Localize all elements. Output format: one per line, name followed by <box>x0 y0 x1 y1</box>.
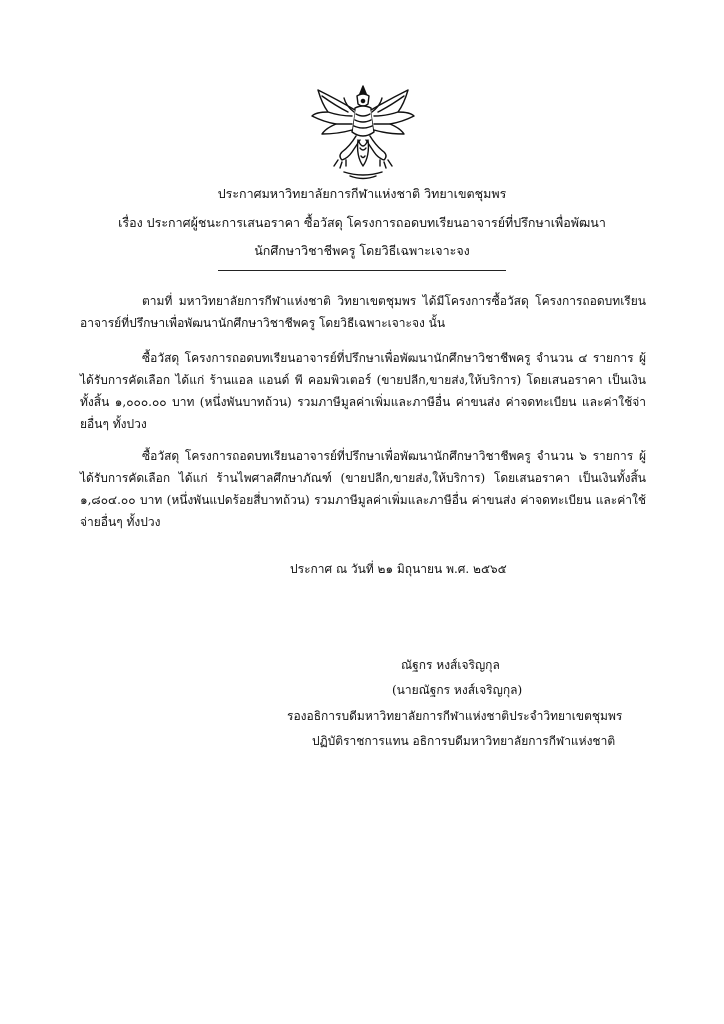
signature-signed-name: ณัฐกร หงส์เจริญกุล <box>401 658 500 672</box>
paragraph-intro: ตามที่ มหาวิทยาลัยการกีฬาแห่งชาติ วิทยาเขตชุมพร ได้มีโครงการซื้อวัสดุ โครงการถอดบทเรียนอาจารย์ที่ปรึกษาเพื่อพัฒนานักศึกษาวิชาชีพครู โดยวิธีเฉพาะเจาะจง นั้น <box>80 294 646 330</box>
paragraph-award-1: ซื้อวัสดุ โครงการถอดบทเรียนอาจารย์ที่ปรึกษาเพื่อพัฒนานักศึกษาวิชาชีพครู จำนวน ๔ รายการ ผู้ได้รับการคัดเลือก ได้แก่ ร้านแอล แอนด์ พี คอมพิวเตอร์ (ขายปลีก,ขายส่ง,ให้บริการ) โดยเสนอราคา เป็นเงินทั้งสิ้น ๑,๐๐๐.๐๐ บาท (หนึ่งพันบาทถ้วน) รวมภาษีมูลค่าเพิ่มและภาษีอื่น ค่าขนส่ง ค่าจดทะเบียน และค่าใช้จ่ายอื่นๆ ทั้งปวง <box>80 351 646 431</box>
announcement-title: ประกาศมหาวิทยาลัยการกีฬาแห่งชาติ วิทยาเขตชุมพร <box>217 186 507 201</box>
signature-full-name: (นายณัฐกร หงส์เจริญกุล) <box>392 683 523 697</box>
announcement-subject-cont: นักศึกษาวิชาชีพครู โดยวิธีเฉพาะเจาะจง <box>254 243 470 258</box>
header-divider <box>218 270 506 271</box>
signature-position-1: รองอธิการบดีมหาวิทยาลัยการกีฬาแห่งชาติประจำวิทยาเขตชุมพร <box>287 709 623 723</box>
garuda-emblem-icon <box>308 82 418 182</box>
announcement-subject: เรื่อง ประกาศผู้ชนะการเสนอราคา ซื้อวัสดุ โครงการถอดบทเรียนอาจารย์ที่ปรึกษาเพื่อพัฒนา <box>118 215 606 230</box>
paragraph-award-2: ซื้อวัสดุ โครงการถอดบทเรียนอาจารย์ที่ปรึกษาเพื่อพัฒนานักศึกษาวิชาชีพครู จำนวน ๖ รายการ ผู้ได้รับการคัดเลือก ได้แก่ ร้านไพศาลศึกษาภัณฑ์ (ขายปลีก,ขายส่ง,ให้บริการ) โดยเสนอราคา เป็นเงินทั้งสิ้น ๑,๘๐๔.๐๐ บาท (หนึ่งพันแปดร้อยสี่บาทถ้วน) รวมภาษีมูลค่าเพิ่มและภาษีอื่น ค่าขนส่ง ค่าจดทะเบียน และค่าใช้จ่ายอื่นๆ ทั้งปวง <box>80 449 646 529</box>
signature-position-2: ปฏิบัติราชการแทน อธิการบดีมหาวิทยาลัยการกีฬาแห่งชาติ <box>312 734 616 748</box>
announcement-date: ประกาศ ณ วันที่ ๒๑ มิถุนายน พ.ศ. ๒๕๖๕ <box>290 562 507 576</box>
